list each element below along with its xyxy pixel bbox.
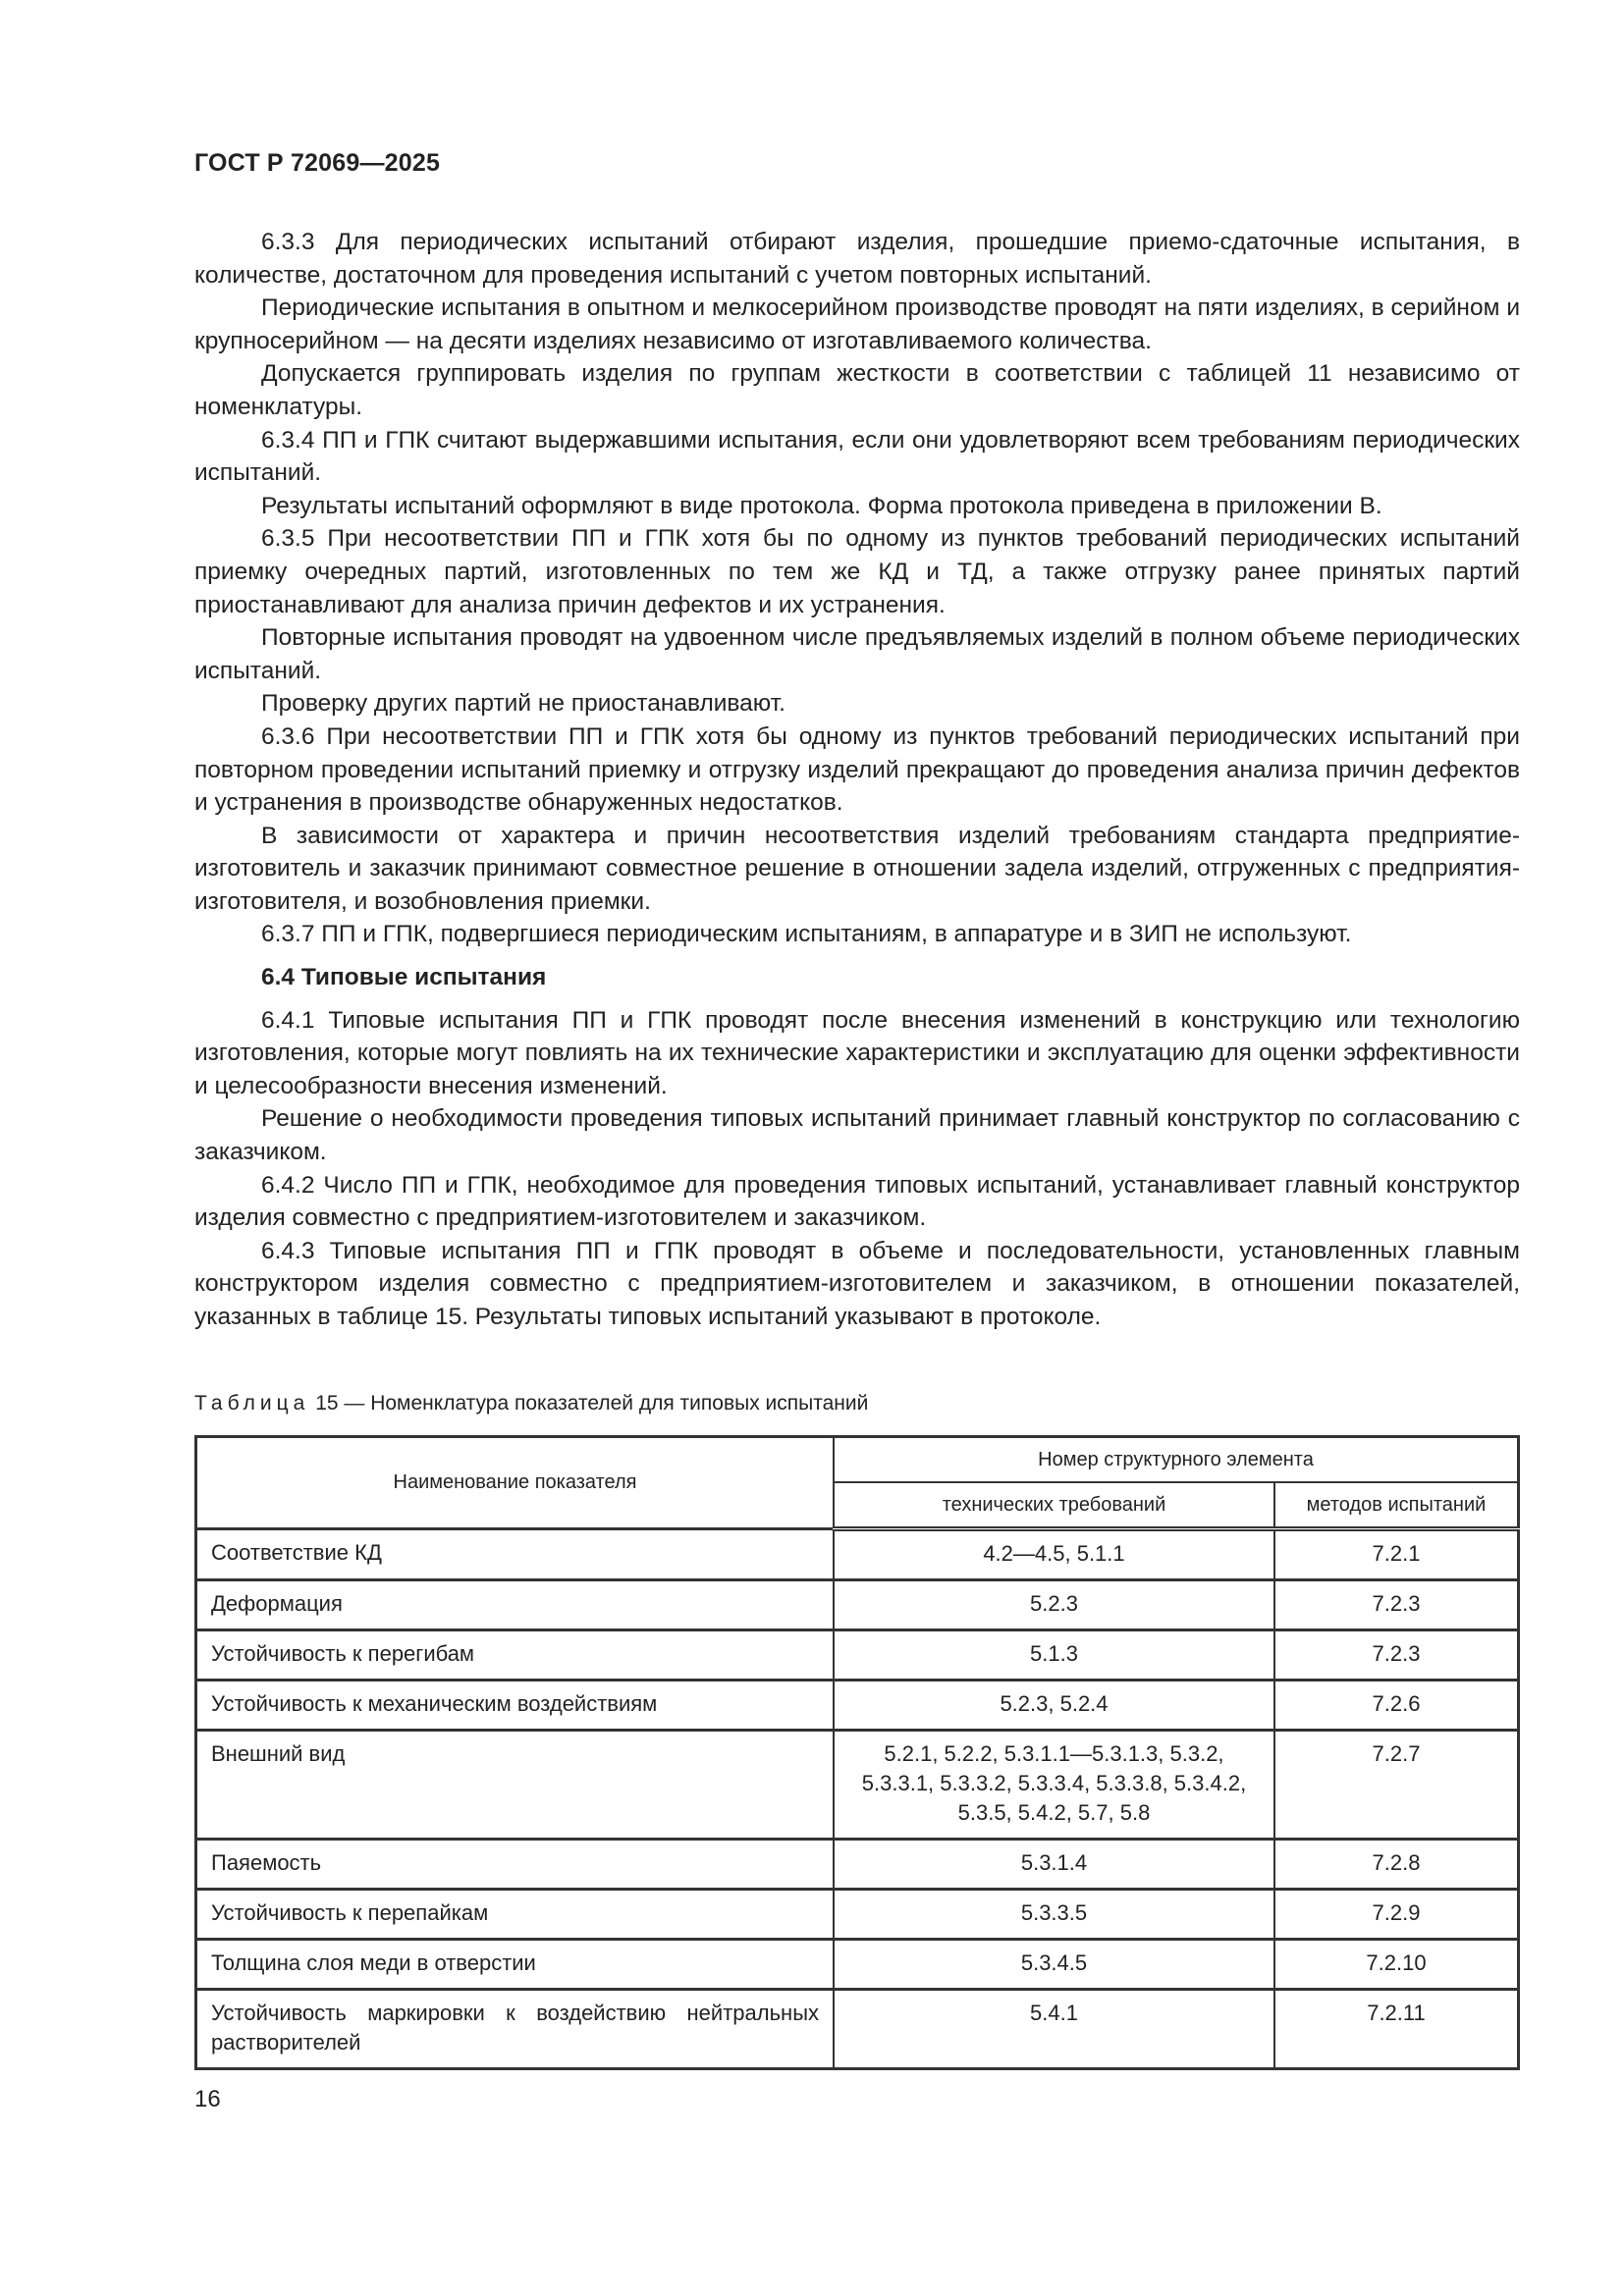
cell-methods: 7.2.7	[1274, 1731, 1519, 1840]
paragraph: 6.3.5 При несоответствии ПП и ГПК хотя бы по одному из пунктов требований периодических испытаний приемку очередных партий, изготовленных по тем же КД и ТД, а также отгрузку ранее принятых партий приостанавливают для анализа причин дефектов и их устранения.	[194, 525, 1520, 618]
cell-methods: 7.2.11	[1274, 1990, 1519, 2069]
cell-name: Толщина слоя меди в отверстии	[196, 1940, 835, 1990]
page-number: 16	[194, 2086, 221, 2112]
table-row	[196, 1731, 1519, 1840]
cell-tech: 5.3.3.5	[834, 1890, 1274, 1940]
table-row	[196, 1681, 1519, 1731]
paragraphs-before	[194, 226, 1520, 951]
paragraph: Допускается группировать изделия по группам жесткости в соответствии с таблицей 11 независимо от номенклатуры.	[194, 360, 1520, 420]
cell-tech: 5.2.3	[834, 1580, 1274, 1630]
header-methods: методов испытаний	[1274, 1482, 1519, 1529]
cell-methods: 7.2.1	[1274, 1529, 1519, 1580]
table-row	[196, 1840, 1519, 1890]
cell-name: Устойчивость к механическим воздействиям	[196, 1681, 835, 1731]
cell-tech: 5.3.4.5	[834, 1940, 1274, 1990]
cell-methods: 7.2.9	[1274, 1890, 1519, 1940]
table-row	[196, 1890, 1519, 1940]
cell-methods: 7.2.3	[1274, 1580, 1519, 1630]
paragraph: 6.3.3 Для периодических испытаний отбирают изделия, прошедшие приемо-сдаточные испытания, в количестве, достаточном для проведения испытаний с учетом повторных испытаний.	[194, 229, 1520, 289]
header-group: Номер структурного элемента	[834, 1437, 1518, 1483]
cell-methods: 7.2.10	[1274, 1940, 1519, 1990]
cell-name: Соответствие КД	[196, 1529, 835, 1580]
paragraph: В зависимости от характера и причин несоответствия изделий требованиям стандарта предприятие-изготовитель и заказчик принимают совместное решение в отношении задела изделий, отгруженных с предприятия-изготовителя, и возобновления приемки.	[194, 822, 1520, 915]
cell-name: Устойчивость к перегибам	[196, 1630, 835, 1681]
table-row	[196, 1529, 1519, 1580]
table-row	[196, 1940, 1519, 1990]
section-title: 6.4 Типовые испытания	[261, 964, 547, 991]
paragraph: Проверку других партий не приостанавливают.	[261, 690, 785, 718]
paragraph: Решение о необходимости проведения типовых испытаний принимает главный конструктор по согласованию с заказчиком.	[194, 1105, 1520, 1166]
document-header: ГОСТ Р 72069—2025	[194, 149, 441, 177]
header-tech: технических требований	[834, 1482, 1274, 1529]
cell-name: Внешний вид	[196, 1731, 835, 1840]
document-body	[194, 226, 1520, 1334]
cell-name: Деформация	[196, 1580, 835, 1630]
table-caption	[194, 1392, 868, 1415]
paragraph: Периодические испытания в опытном и мелкосерийном производстве проводят на пяти изделиях, в серийном и крупносерийном — на десяти изделиях независимо от изготавливаемого количества.	[194, 294, 1520, 354]
cell-name: Устойчивость маркировки к воздействию нейтральных растворителей	[196, 1990, 835, 2069]
cell-methods: 7.2.8	[1274, 1840, 1519, 1890]
cell-name: Паяемость	[196, 1840, 835, 1890]
cell-tech: 5.2.3, 5.2.4	[834, 1681, 1274, 1731]
paragraph: 6.3.7 ПП и ГПК, подвергшиеся периодическим испытаниям, в аппаратуре и в ЗИП не используют.	[261, 921, 1352, 948]
cell-methods: 7.2.6	[1274, 1681, 1519, 1731]
table-caption-text: 15 — Номенклатура показателей для типовых испытаний	[315, 1392, 869, 1415]
indicators-table	[194, 1435, 1520, 2070]
cell-tech: 4.2—4.5, 5.1.1	[834, 1529, 1274, 1580]
table-row	[196, 1580, 1519, 1630]
paragraph: Повторные испытания проводят на удвоенном числе предъявляемых изделий в полном объеме периодических испытаний.	[194, 624, 1520, 684]
paragraph: 6.3.6 При несоответствии ПП и ГПК хотя бы одному из пунктов требований периодических испытаний при повторном проведении испытаний приемку и отгрузку изделий прекращают до проведения анализа причин дефектов и устранения в производстве обнаруженных недостатков.	[194, 722, 1520, 817]
paragraph: 6.4.1 Типовые испытания ПП и ГПК проводят после внесения изменений в конструкцию или технологию изготовления, которые могут повлиять на их технические характеристики и эксплуатацию для оценки эффективности и целесообразности внесения изменений.	[194, 1006, 1520, 1099]
paragraphs-after	[194, 1004, 1520, 1334]
paragraph: 6.4.3 Типовые испытания ПП и ГПК проводят в объеме и последовательности, установленных главным конструктором изделия совместно с предприятием-изготовителем и заказчиком, в отношении показателей, указанных в таблице 15. Результаты типовых испытаний указывают в протоколе.	[194, 1237, 1520, 1330]
table-caption-label: Таблица	[194, 1392, 310, 1415]
cell-methods: 7.2.3	[1274, 1630, 1519, 1681]
cell-name: Устойчивость к перепайкам	[196, 1890, 835, 1940]
paragraph: Результаты испытаний оформляют в виде протокола. Форма протокола приведена в приложении В.	[261, 492, 1382, 519]
cell-tech: 5.3.1.4	[834, 1840, 1274, 1890]
paragraph: 6.4.2 Число ПП и ГПК, необходимое для проведения типовых испытаний, устанавливает главный конструктор изделия совместно с предприятием-изготовителем и заказчиком.	[194, 1171, 1520, 1232]
table-row	[196, 1990, 1519, 2069]
cell-tech: 5.1.3	[834, 1630, 1274, 1681]
table-row	[196, 1630, 1519, 1681]
cell-tech: 5.2.1, 5.2.2, 5.3.1.1—5.3.1.3, 5.3.2, 5.3.3.1, 5.3.3.2, 5.3.3.4, 5.3.3.8, 5.3.4.2, 5.3.5, 5.4.2, 5.7, 5.8	[834, 1731, 1274, 1840]
header-name: Наименование показателя	[196, 1437, 835, 1529]
cell-tech: 5.4.1	[834, 1990, 1274, 2069]
paragraph: 6.3.4 ПП и ГПК считают выдержавшими испытания, если они удовлетворяют всем требованиям периодических испытаний.	[194, 426, 1520, 487]
